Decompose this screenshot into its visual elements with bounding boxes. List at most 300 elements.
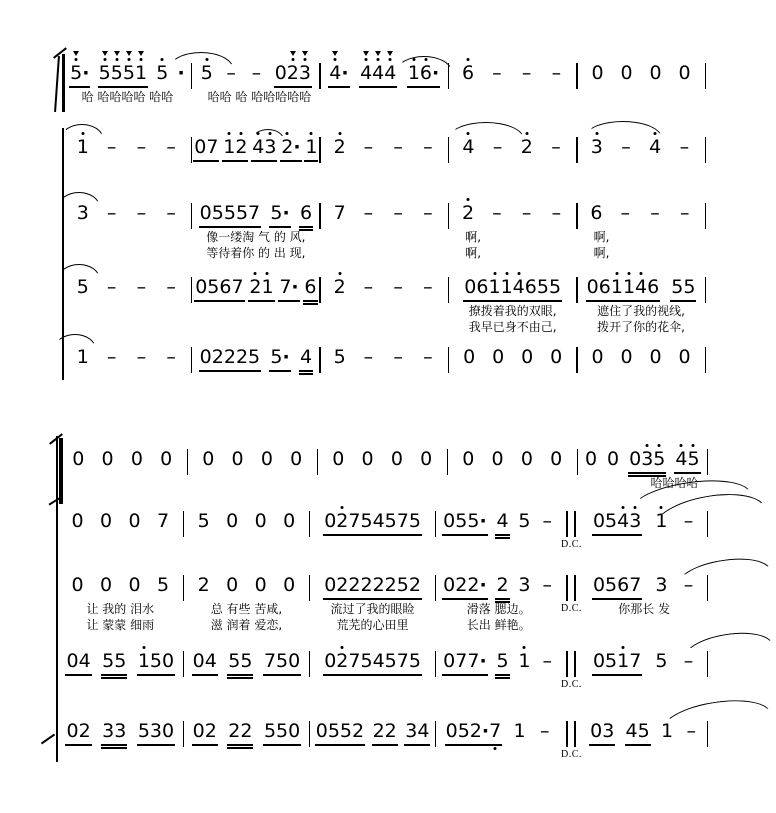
low-octave-dot-icon: [494, 747, 497, 750]
note: 2: [336, 510, 348, 532]
note: 0: [463, 346, 476, 368]
octave-dot-icon: [622, 506, 625, 509]
octave-dot-icon: [640, 272, 643, 275]
note: 0: [66, 720, 79, 742]
notes-row: [64, 58, 191, 88]
notes-row: [448, 444, 577, 474]
notes-row: [58, 570, 183, 600]
note: 7: [333, 202, 346, 224]
note: –: [166, 276, 176, 298]
note-group: [269, 202, 290, 228]
note: ·: [479, 510, 487, 532]
octave-dot-icon: [338, 272, 341, 275]
note: 2: [372, 574, 385, 596]
lyric-text: 滋 润着 爱恋,: [210, 618, 283, 632]
notes-row: [436, 716, 561, 746]
note: 2: [281, 136, 293, 158]
note-group: [133, 346, 149, 372]
notes-row: [449, 342, 576, 372]
measure: [578, 58, 705, 88]
note: ·: [291, 276, 299, 298]
measure: [578, 342, 705, 372]
note: 4: [299, 346, 313, 368]
lyric-text: 总 有些 苦咸,: [210, 602, 283, 616]
note: 2: [360, 574, 373, 596]
octave-dot-icon: [341, 506, 344, 509]
note-group: [539, 650, 555, 676]
note-group: [263, 650, 301, 676]
note: 0: [101, 448, 114, 470]
notes-row: [578, 444, 707, 474]
notes-row: [64, 342, 191, 372]
octave-dot-icon: [467, 58, 470, 61]
note-group: [680, 650, 696, 676]
note-group: [76, 136, 90, 162]
note-group: [606, 448, 620, 474]
note: –: [542, 650, 552, 672]
note: 0: [283, 510, 296, 532]
note: 0: [649, 62, 662, 84]
measure: [58, 506, 183, 536]
staccato-mark-icon: [126, 51, 132, 56]
octave-dot-icon: [115, 58, 118, 61]
note-group: [128, 510, 142, 536]
notes-row: [321, 58, 448, 88]
measure: [310, 646, 435, 676]
note: 0: [324, 574, 337, 596]
note-group: [461, 62, 475, 88]
note: –: [226, 62, 236, 84]
measure: [64, 342, 191, 372]
octave-dot-icon: [680, 444, 683, 447]
note: 6: [647, 276, 660, 298]
note: 6: [617, 574, 630, 596]
note-group: [520, 346, 534, 372]
note: 0: [629, 448, 642, 470]
octave-dot-icon: [412, 58, 415, 61]
note: 1: [623, 276, 635, 298]
notes-row: [582, 570, 707, 600]
note-group: [225, 574, 239, 600]
note: 7: [279, 276, 292, 298]
note-group: [254, 574, 268, 600]
note: 2: [469, 720, 482, 742]
octave-dot-icon: [595, 132, 598, 135]
note: 3: [114, 720, 127, 742]
note-group: [495, 510, 509, 536]
note: –: [542, 510, 552, 532]
notes-row: [64, 132, 191, 162]
note: 3: [591, 136, 603, 158]
note: 1: [76, 346, 89, 368]
note-group: [678, 346, 692, 372]
lyric-text: 哈 哈哈哈哈 哈哈: [81, 90, 174, 104]
measure: [64, 58, 191, 104]
notes-row: [578, 272, 705, 302]
note: 2: [372, 720, 385, 742]
note-group: [104, 202, 120, 228]
dc-mark: D.C.: [561, 679, 582, 690]
note-group: [333, 136, 347, 162]
note: 2: [223, 346, 236, 368]
note: 1: [261, 276, 273, 298]
measure: [310, 506, 435, 536]
note: 3: [264, 136, 276, 158]
note: 4: [417, 720, 430, 742]
note: 0: [361, 448, 374, 470]
note: 1: [617, 650, 629, 672]
note: 3: [405, 720, 418, 742]
note: –: [136, 202, 147, 224]
note-group: [592, 574, 642, 600]
note: 3: [76, 202, 89, 224]
measure: [64, 198, 191, 228]
note-group: [617, 202, 633, 228]
octave-dot-icon: [658, 444, 661, 447]
note: 0: [586, 276, 599, 298]
octave-dot-icon: [467, 132, 470, 135]
note: –: [136, 136, 147, 158]
note: 5: [263, 720, 277, 742]
barline: [705, 203, 707, 229]
note: ·: [282, 346, 290, 368]
note: –: [683, 510, 694, 532]
note: 5: [276, 720, 289, 742]
octave-dot-icon: [660, 506, 663, 509]
note: 4: [360, 62, 372, 84]
note: –: [106, 346, 117, 368]
note: 5: [384, 510, 397, 532]
note-group: [520, 448, 534, 474]
note-group: [517, 574, 531, 600]
note: ·: [177, 62, 185, 84]
lyric-text: 哈哈 哈 哈哈哈哈哈: [207, 90, 312, 104]
octave-dot-icon: [286, 132, 289, 135]
note: –: [363, 276, 374, 298]
note-group: [333, 276, 347, 302]
measure: [192, 132, 319, 162]
note: 5: [605, 574, 618, 596]
note: 4: [675, 448, 687, 470]
note-group: [282, 510, 296, 536]
notes-row: [436, 570, 561, 600]
note-group: [323, 510, 422, 536]
note: 4: [372, 510, 385, 532]
note: 2: [235, 136, 247, 158]
note-group: [680, 574, 696, 600]
note-group: [674, 448, 700, 474]
note-group: [280, 136, 301, 162]
octave-dot-icon: [269, 132, 272, 135]
note-group: [360, 202, 376, 228]
note: 0: [199, 346, 212, 368]
notes-row: [318, 444, 447, 474]
note: 5: [157, 574, 170, 596]
notes-row: [321, 132, 448, 162]
note: 0: [254, 574, 267, 596]
lyric-text: 滑落 腮边。: [466, 602, 531, 616]
note: 1: [488, 276, 500, 298]
note: –: [363, 136, 374, 158]
note: 2: [348, 574, 361, 596]
note-group: [462, 346, 476, 372]
note: 1: [611, 276, 623, 298]
note: 2: [352, 720, 365, 742]
staccato-mark-icon: [375, 51, 381, 56]
note-group: [99, 510, 113, 536]
lyric-text: 等待着你 的 出 现,: [206, 246, 306, 260]
note-group: [176, 62, 185, 88]
octave-dot-icon: [517, 272, 520, 275]
measure: [321, 58, 448, 88]
note-group: [463, 276, 562, 302]
notes-row: [64, 198, 191, 228]
note: 5: [384, 650, 397, 672]
note-group: [248, 62, 264, 88]
octave-dot-icon: [240, 132, 243, 135]
note: 5: [396, 574, 409, 596]
note: ·: [479, 574, 487, 596]
note: 2: [204, 720, 217, 742]
note-group: [549, 448, 563, 474]
octave-dot-icon: [142, 646, 145, 649]
dc-mark: D.C.: [561, 603, 582, 614]
note-group: [390, 346, 406, 372]
note: 5: [333, 346, 346, 368]
lyric-text: 你那长 发: [618, 602, 671, 616]
notes-row: [192, 342, 319, 372]
note: 0: [590, 720, 603, 742]
note: –: [166, 136, 176, 158]
lyric-text: 哈哈哈哈: [650, 476, 699, 490]
notes-row: [58, 444, 187, 474]
note: 7: [206, 136, 219, 158]
note-group: [589, 202, 603, 228]
note: –: [136, 276, 147, 298]
note-group: [263, 720, 301, 746]
note: 2: [228, 720, 241, 742]
octave-dot-icon: [127, 58, 130, 61]
note-group: [101, 720, 127, 746]
measure: [184, 570, 309, 632]
measure: [578, 444, 707, 490]
barline: [707, 575, 709, 601]
note-group: [360, 346, 376, 372]
notation-line-6: [58, 444, 708, 490]
octave-dot-icon: [365, 58, 368, 61]
note-group: [199, 346, 261, 372]
note-group: [491, 346, 505, 372]
note: –: [106, 276, 117, 298]
note: 5: [240, 650, 253, 672]
measure: [321, 198, 448, 228]
measure: [184, 716, 309, 746]
measure: [58, 716, 183, 746]
lyric-text: 啊,: [593, 230, 610, 244]
double-barline-lines: [566, 651, 576, 677]
note: 4: [625, 720, 638, 742]
note: 3: [149, 720, 163, 742]
staccato-mark-icon: [363, 51, 369, 56]
note: 2: [197, 574, 210, 596]
note: 7: [348, 510, 361, 532]
note: 0: [520, 448, 533, 470]
measure: [310, 570, 435, 632]
lyric-text: 我早已身不由己,: [468, 320, 557, 334]
measure: [58, 570, 183, 632]
note: –: [393, 136, 403, 158]
note-group: [223, 62, 239, 88]
octave-dot-icon: [254, 272, 257, 275]
note-group: [676, 136, 692, 162]
note: 0: [199, 202, 212, 224]
note: 5: [137, 720, 150, 742]
note: –: [363, 202, 374, 224]
note: ·: [432, 62, 440, 84]
dc-mark: D.C.: [561, 539, 582, 550]
note-group: [269, 346, 290, 372]
note: 0: [288, 720, 301, 742]
measure: [321, 272, 448, 302]
note: –: [542, 574, 552, 596]
note: 7: [629, 574, 642, 596]
note: 7: [248, 202, 261, 224]
octave-dot-icon: [75, 58, 78, 61]
note: 6: [524, 276, 537, 298]
note-group: [192, 720, 218, 746]
note: –: [251, 62, 262, 84]
note: 4: [496, 510, 509, 532]
note: 4: [204, 650, 217, 672]
note-group: [155, 62, 169, 88]
note: 0: [678, 346, 691, 368]
notation-line-7: [58, 506, 708, 550]
note-group: [495, 574, 509, 600]
note: 2: [455, 574, 468, 596]
note: 6: [219, 276, 232, 298]
notes-row: [582, 716, 707, 746]
note: 5: [201, 62, 213, 84]
note-group: [231, 448, 245, 474]
note: –: [492, 62, 502, 84]
note-group: [248, 276, 274, 302]
note: 0: [445, 720, 458, 742]
note: 5: [149, 650, 163, 672]
note: –: [393, 276, 403, 298]
note: 0: [550, 448, 563, 470]
note: –: [423, 202, 433, 224]
note-group: [625, 720, 651, 746]
note-group: [274, 62, 312, 88]
lyric-text: 像一缕淘 气 的 风,: [206, 230, 306, 244]
note-group: [133, 202, 149, 228]
note: 0: [464, 276, 477, 298]
note-group: [517, 650, 531, 676]
note-group: [65, 650, 91, 676]
note-group: [620, 346, 634, 372]
note: 0: [324, 510, 337, 532]
note: 0: [162, 650, 175, 672]
notes-row: [578, 198, 705, 228]
double-barline: [561, 721, 582, 760]
note: 5: [360, 510, 373, 532]
note-group: [420, 136, 436, 162]
note: 0: [390, 448, 403, 470]
note-group: [304, 136, 318, 162]
note: 0: [550, 346, 563, 368]
note-group: [159, 448, 173, 474]
note: –: [650, 202, 660, 224]
notes-row: [310, 716, 435, 746]
note: 5: [228, 650, 241, 672]
notes-row: [436, 506, 561, 536]
barline: [707, 449, 709, 475]
note: 4: [649, 136, 661, 158]
note: 7: [455, 650, 468, 672]
note-group: [591, 346, 605, 372]
measure: [578, 198, 705, 260]
note: 0: [443, 574, 456, 596]
note-group: [445, 720, 503, 746]
note-group: [76, 346, 90, 372]
measure: [449, 58, 576, 88]
note-group: [359, 62, 397, 88]
note-group: [99, 574, 113, 600]
note: 0: [72, 448, 85, 470]
note: 0: [591, 62, 604, 84]
octave-dot-icon: [389, 58, 392, 61]
staccato-mark-icon: [114, 51, 120, 56]
note: 0: [592, 510, 606, 532]
note: 5: [536, 276, 549, 298]
note: 2: [496, 574, 509, 596]
lyric-text: 啊,: [465, 230, 482, 244]
note: 0: [462, 448, 475, 470]
lyric-text: 长出 鲜艳。: [466, 618, 531, 632]
notes-row: [310, 646, 435, 676]
octave-dot-icon: [103, 58, 106, 61]
note: 0: [274, 62, 287, 84]
note-group: [323, 650, 422, 676]
note: –: [521, 62, 532, 84]
note-group: [660, 720, 674, 746]
lyric-text: 撩拨着我的双眼,: [468, 304, 557, 318]
note: 5: [548, 276, 562, 298]
double-barline: [561, 651, 582, 690]
note: 0: [290, 448, 303, 470]
note: –: [492, 202, 502, 224]
staccato-mark-icon: [290, 51, 296, 56]
measure: [578, 132, 705, 162]
note: 0: [99, 510, 113, 532]
measure: [449, 272, 576, 334]
note: 0: [128, 574, 141, 596]
measure: [184, 506, 309, 536]
note-group: [677, 202, 693, 228]
note-group: [199, 202, 261, 228]
note: 5: [156, 62, 168, 84]
staccato-mark-icon: [102, 51, 108, 56]
note-group: [519, 62, 535, 88]
notes-row: [188, 444, 317, 474]
notation-line-2: [64, 132, 706, 163]
notes-row: [449, 132, 576, 162]
notes-row: [184, 646, 309, 676]
note-group: [71, 448, 85, 474]
note: 6: [304, 276, 317, 298]
note: 0: [620, 346, 633, 368]
note-group: [680, 510, 696, 536]
